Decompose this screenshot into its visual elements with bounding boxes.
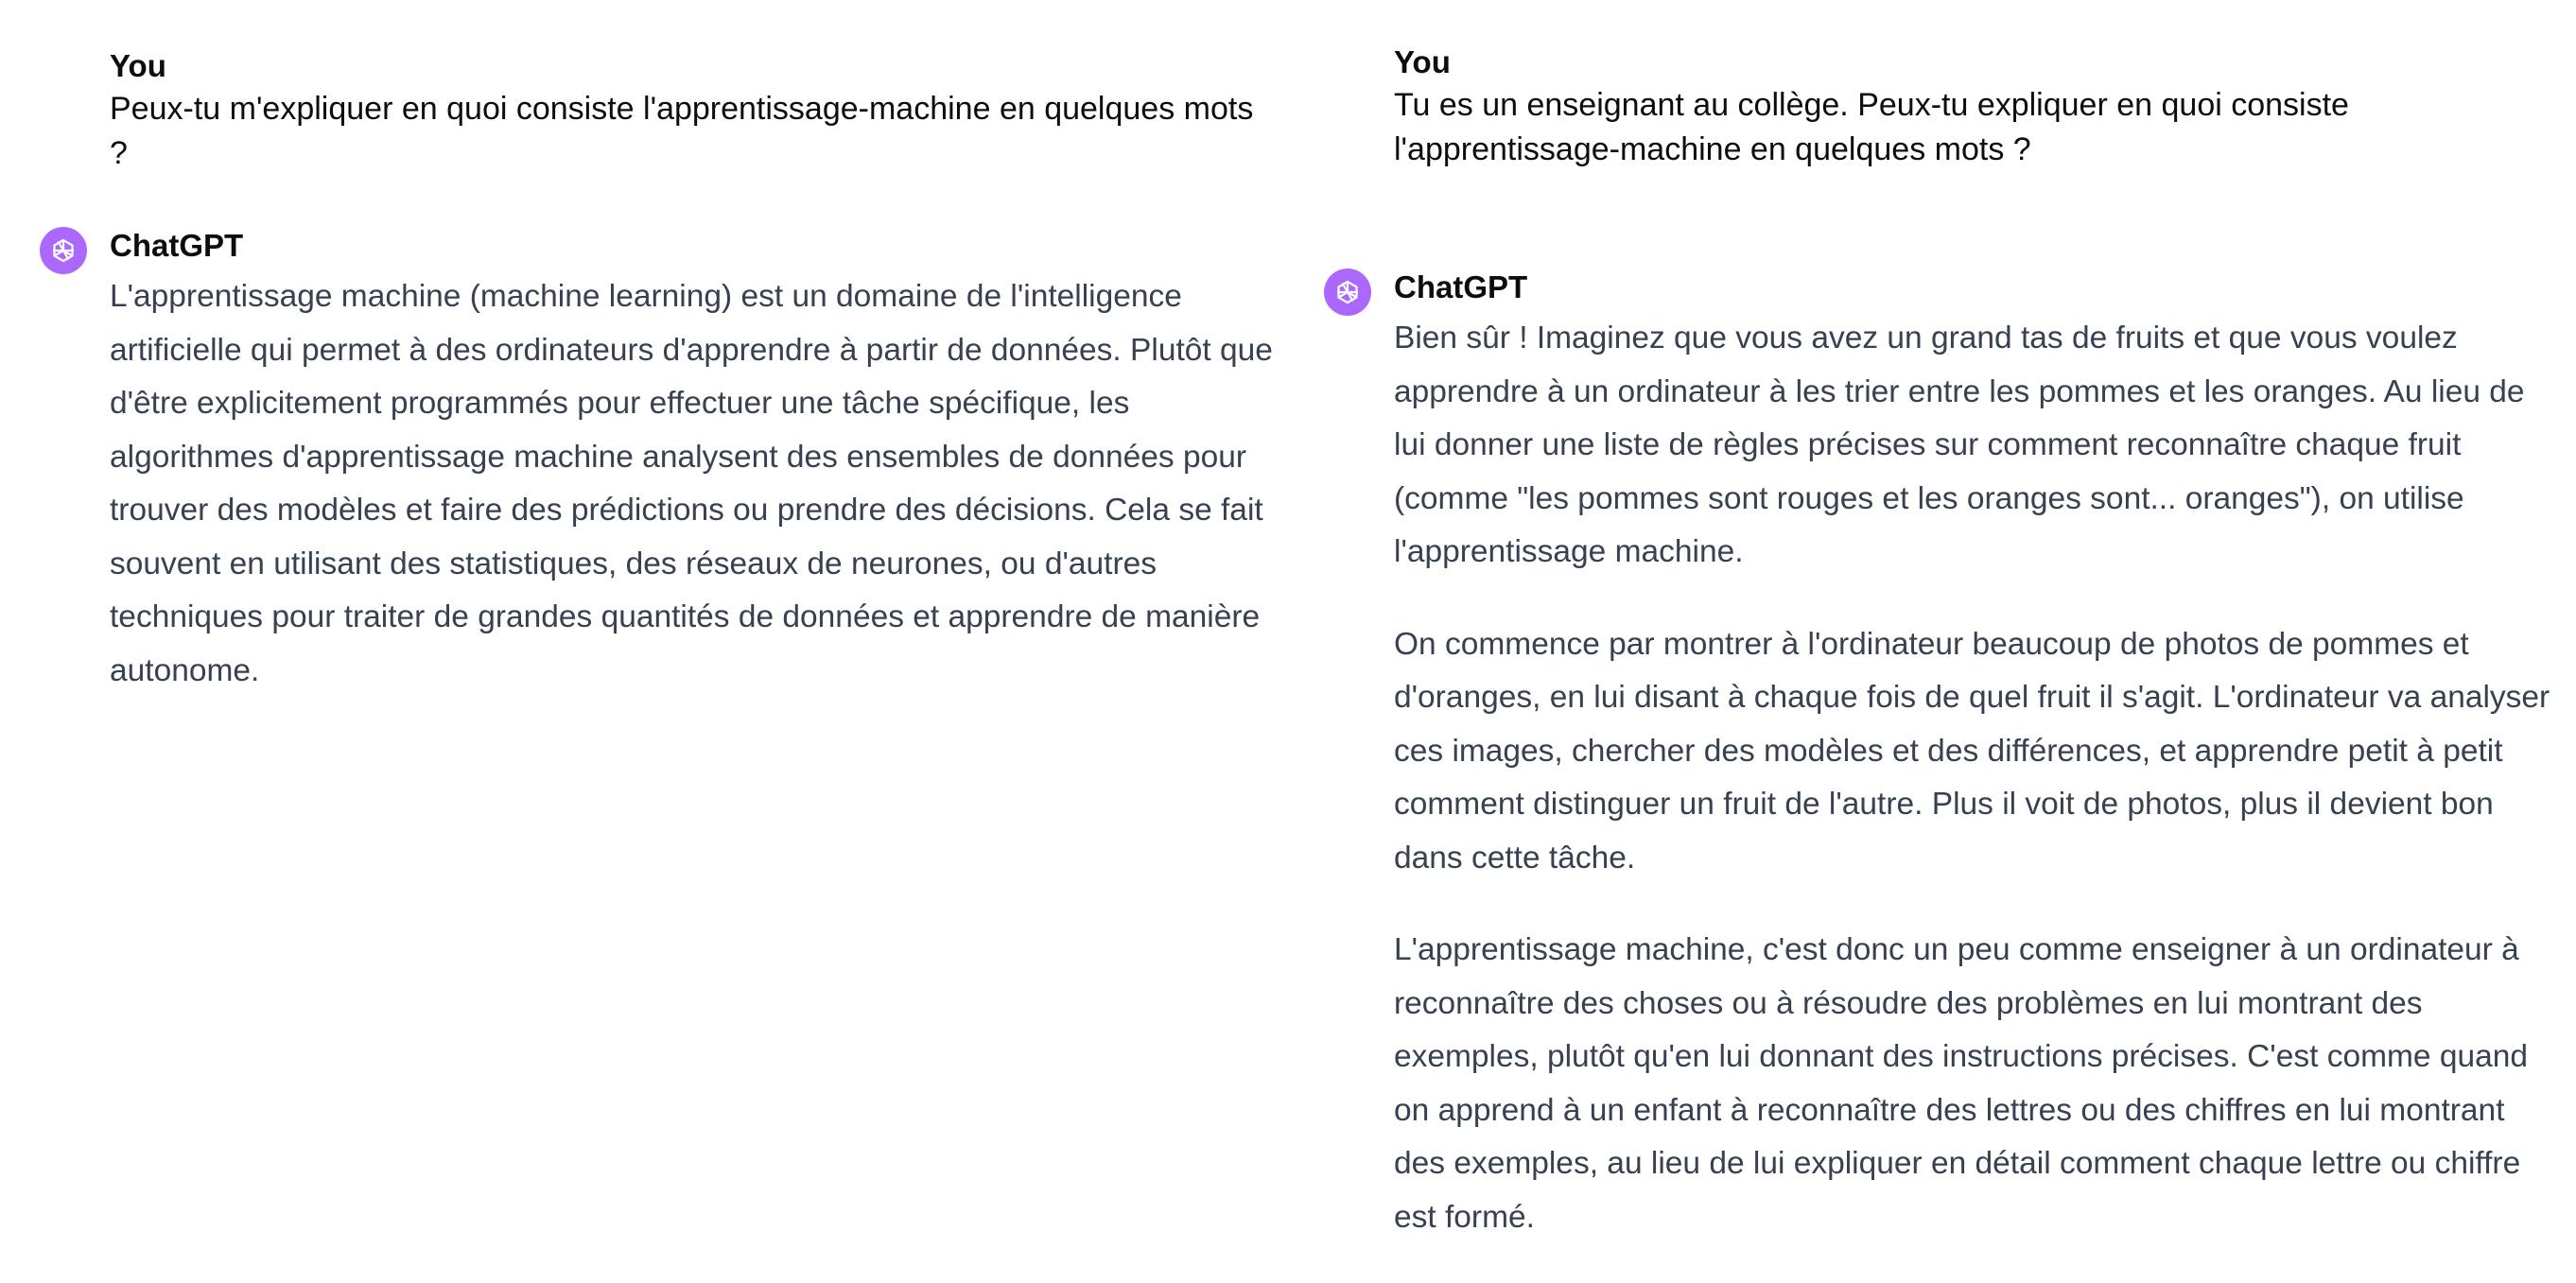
chatgpt-avatar	[1324, 269, 1371, 316]
openai-logo-icon	[46, 234, 80, 268]
assistant-message	[40, 227, 1279, 737]
user-message	[110, 45, 1273, 176]
user-author-label: You	[1394, 44, 1451, 79]
assistant-author-label: ChatGPT	[1394, 269, 1528, 304]
user-message	[1394, 42, 2557, 172]
assistant-paragraph: L'apprentissage machine, c'est donc un peu comme enseigner à un ordinateur à reconnaître des choses ou à résoudre des problèmes en lui montrant des exemples, plutôt qu'en lui donnant des instructions précises. C'est comme quand on apprend à un enfant à reconnaître des lettres ou des chiffres en lui montrant des exemples, au lieu de lui expliquer en détail comment chaque lettre ou chiffre est formé.	[1394, 932, 2528, 1235]
assistant-author-label: ChatGPT	[110, 228, 244, 263]
assistant-message	[1324, 269, 2563, 1283]
chatgpt-avatar	[40, 227, 87, 274]
assistant-paragraph: On commence par montrer à l'ordinateur beaucoup de photos de pommes et d'oranges, en lui disant à chaque fois de quel fruit il s'agit. L'ordinateur va analyser ces images, chercher des modèles et des différences, et apprendre petit à petit comment distinguer un fruit de l'autre. Plus il voit de photos, plus il devient bon dans cette tâche.	[1394, 626, 2550, 876]
user-message-text: Tu es un enseignant au collège. Peux-tu expliquer en quoi consiste l'apprentissage-machine en quelques mots ?	[1394, 87, 2349, 167]
user-message-text: Peux-tu m'expliquer en quoi consiste l'apprentissage-machine en quelques mots ?	[110, 91, 1254, 171]
assistant-message-text	[1394, 312, 2563, 1244]
assistant-message-text	[110, 270, 1279, 698]
openai-logo-icon	[1331, 275, 1365, 309]
user-author-label: You	[110, 48, 166, 83]
assistant-paragraph: Bien sûr ! Imaginez que vous avez un grand tas de fruits et que vous voulez apprendre à un ordinateur à les trier entre les pommes et les oranges. Au lieu de lui donner une liste de règles précises sur comment reconnaître chaque fruit (comme "les pommes sont rouges et les oranges sont... oranges"), on utilise l'apprentissage machine.	[1394, 321, 2525, 569]
assistant-paragraph: L'apprentissage machine (machine learning) est un domaine de l'intelligence artificielle qui permet à des ordinateurs d'apprendre à partir de données. Plutôt que d'être explicitement programmés pour effectuer une tâche spécifique, les algorithmes d'apprentissage machine analysent des ensembles de données pour trouver des modèles et faire des prédictions ou prendre des décisions. Cela se fait souvent en utilisant des statistiques, des réseaux de neurones, ou d'autres techniques pour traiter de grandes quantités de données et apprendre de manière autonome.	[110, 279, 1273, 688]
